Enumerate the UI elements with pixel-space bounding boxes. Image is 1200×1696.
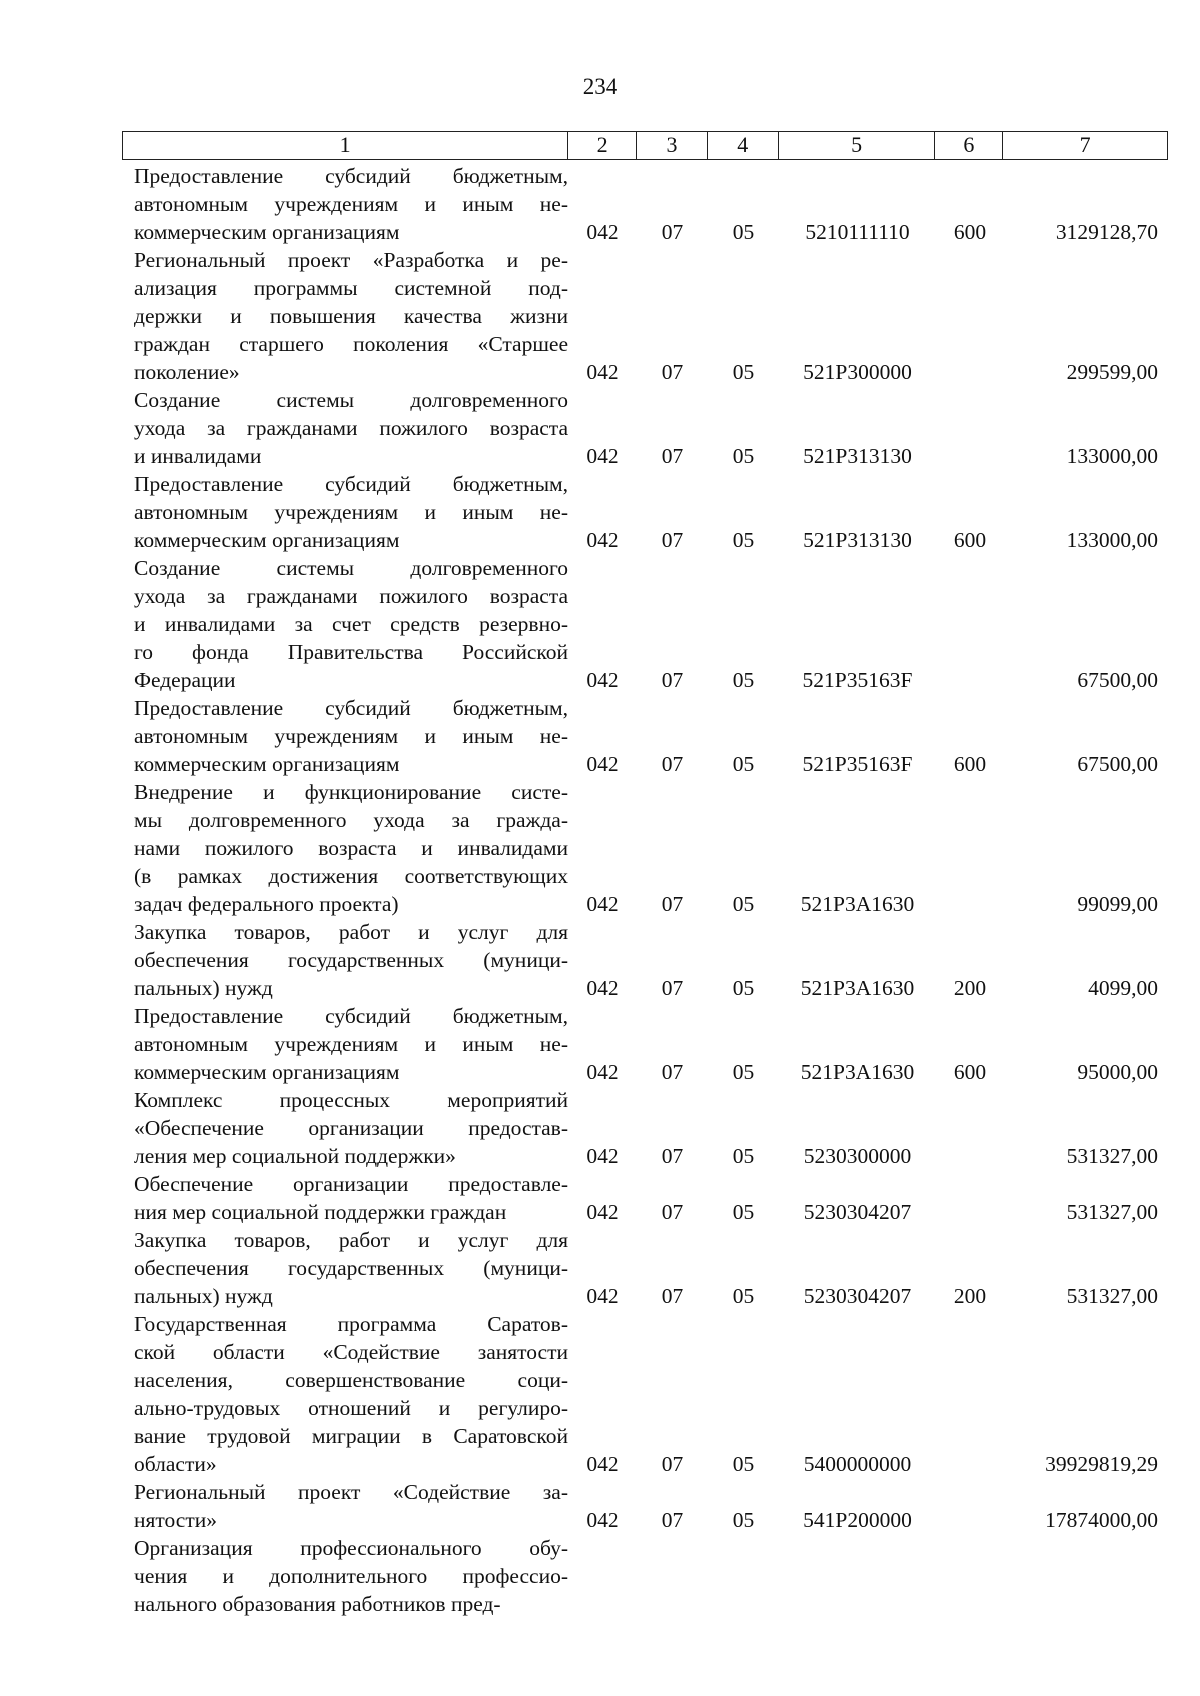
cell-section: 07	[661, 668, 684, 692]
cell-section: 07	[661, 1144, 684, 1168]
cell-ministry-code: 042	[586, 976, 619, 1000]
description-line: (в рамках достижения соответствующих	[134, 864, 568, 888]
description-line: Предоставление субсидий бюджетным,	[134, 696, 568, 720]
cell-target-article: 521P313130	[803, 528, 912, 552]
cell-ministry-code: 042	[586, 892, 619, 916]
header-col-1: 1	[123, 132, 568, 159]
description-line: Предоставление субсидий бюджетным,	[134, 164, 568, 188]
table-body	[122, 162, 1168, 1618]
row-description	[122, 386, 568, 470]
cell-amount: 133000,00	[1066, 444, 1158, 468]
cell-target-article: 5230300000	[803, 1144, 912, 1168]
cell-amount: 39929819,29	[1045, 1452, 1158, 1476]
cell-ministry-code: 042	[586, 444, 619, 468]
description-line: ления мер социальной поддержки»	[134, 1144, 456, 1168]
cell-section: 07	[661, 444, 684, 468]
cell-amount: 133000,00	[1066, 528, 1158, 552]
row-description	[122, 1534, 568, 1618]
table-row	[122, 162, 1168, 246]
description-line: нального образования работников пред-	[134, 1592, 501, 1616]
description-line: Региональный проект «Содействие за-	[134, 1480, 568, 1504]
header-col-3: 3	[637, 132, 708, 159]
cell-ministry-code: 042	[586, 1200, 619, 1224]
description-line: Комплекс процессных мероприятий	[134, 1088, 568, 1112]
header-col-5: 5	[779, 132, 936, 159]
row-description	[122, 1002, 568, 1086]
cell-amount: 4099,00	[1088, 976, 1158, 1000]
description-line: автономным учреждениям и иным не-	[134, 500, 568, 524]
header-col-7: 7	[1079, 132, 1091, 157]
row-description	[122, 1310, 568, 1478]
cell-amount: 67500,00	[1077, 668, 1158, 692]
description-line: коммерческим организациям	[134, 752, 400, 776]
description-line: Создание системы долговременного	[134, 556, 568, 580]
cell-amount: 531327,00	[1066, 1284, 1158, 1308]
cell-target-article: 521P35163F	[802, 752, 913, 776]
description-line: нами пожилого возраста и инвалидами	[134, 836, 568, 860]
row-description	[122, 554, 568, 694]
cell-subsection: 05	[732, 1200, 755, 1224]
cell-expense-type: 600	[953, 528, 987, 552]
table-row	[122, 918, 1168, 1002]
cell-section: 07	[661, 1200, 684, 1224]
description-line: «Обеспечение организации предостав-	[134, 1116, 568, 1140]
row-description	[122, 246, 568, 386]
row-description	[122, 1226, 568, 1310]
table-row	[122, 1478, 1168, 1534]
cell-section: 07	[661, 1508, 684, 1532]
cell-subsection: 05	[732, 976, 755, 1000]
cell-subsection: 05	[732, 1284, 755, 1308]
cell-amount: 299599,00	[1066, 360, 1158, 384]
header-col-2: 2	[568, 132, 637, 159]
table-header	[122, 131, 1168, 160]
description-line: коммерческим организациям	[134, 1060, 400, 1084]
description-line: населения, совершенствование соци-	[134, 1368, 568, 1392]
description-line: автономным учреждениям и иным не-	[134, 1032, 568, 1056]
cell-section: 07	[661, 892, 684, 916]
table-row	[122, 1534, 1168, 1618]
description-line: Организация профессионального обу-	[134, 1536, 568, 1560]
description-line: поколение»	[134, 360, 240, 384]
cell-subsection: 05	[732, 892, 755, 916]
cell-expense-type: 600	[953, 220, 987, 244]
description-line: чения и дополнительного профессио-	[134, 1564, 568, 1588]
table-row	[122, 386, 1168, 470]
description-line: автономным учреждениям и иным не-	[134, 724, 568, 748]
cell-target-article: 5400000000	[803, 1452, 912, 1476]
table-row	[122, 778, 1168, 918]
cell-amount: 67500,00	[1077, 752, 1158, 776]
description-line: Внедрение и функционирование систе-	[134, 780, 568, 804]
cell-amount: 3129128,70	[1055, 220, 1158, 244]
description-line: вание трудовой миграции в Саратовской	[134, 1424, 568, 1448]
cell-amount: 17874000,00	[1045, 1508, 1158, 1532]
cell-target-article: 5230304207	[803, 1200, 912, 1224]
description-line: держки и повышения качества жизни	[134, 304, 568, 328]
description-line: автономным учреждениям и иным не-	[134, 192, 568, 216]
cell-expense-type: 600	[953, 1060, 987, 1084]
row-description	[122, 470, 568, 554]
table-row	[122, 470, 1168, 554]
description-line: обеспечения государственных (муници-	[134, 1256, 568, 1280]
description-line: Закупка товаров, работ и услуг для	[134, 1228, 568, 1252]
description-line: го фонда Правительства Российской	[134, 640, 568, 664]
table-row	[122, 1170, 1168, 1226]
cell-ministry-code: 042	[586, 752, 619, 776]
description-line: Государственная программа Саратов-	[134, 1312, 568, 1336]
cell-subsection: 05	[732, 1060, 755, 1084]
row-description	[122, 162, 568, 246]
description-line: Предоставление субсидий бюджетным,	[134, 1004, 568, 1028]
description-line: ализация программы системной под-	[134, 276, 568, 300]
description-line: пальных) нужд	[134, 976, 273, 1000]
description-line: области»	[134, 1452, 217, 1476]
cell-expense-type: 200	[953, 976, 987, 1000]
cell-target-article: 521P3A1630	[800, 976, 915, 1000]
table-row	[122, 1002, 1168, 1086]
description-line: ухода за гражданами пожилого возраста	[134, 584, 568, 608]
cell-section: 07	[661, 752, 684, 776]
cell-section: 07	[661, 1284, 684, 1308]
cell-target-article: 5210111110	[805, 220, 910, 244]
description-line: нятости»	[134, 1508, 217, 1532]
cell-subsection: 05	[732, 220, 755, 244]
cell-target-article: 521P313130	[803, 444, 912, 468]
description-line: Федерации	[134, 668, 236, 692]
description-line: Обеспечение организации предоставле-	[134, 1172, 568, 1196]
row-description	[122, 1086, 568, 1170]
cell-ministry-code: 042	[586, 528, 619, 552]
cell-ministry-code: 042	[586, 220, 619, 244]
description-line: и инвалидами	[134, 444, 262, 468]
cell-expense-type: 200	[953, 1284, 987, 1308]
row-description	[122, 694, 568, 778]
table-row	[122, 1086, 1168, 1170]
description-line: ния мер социальной поддержки граждан	[134, 1200, 507, 1224]
description-line: задач федерального проекта)	[134, 892, 399, 916]
cell-amount: 95000,00	[1077, 1060, 1158, 1084]
table-row	[122, 1226, 1168, 1310]
description-line: коммерческим организациям	[134, 220, 400, 244]
cell-subsection: 05	[732, 1452, 755, 1476]
cell-section: 07	[661, 1452, 684, 1476]
cell-subsection: 05	[732, 1508, 755, 1532]
cell-target-article: 521P300000	[803, 360, 912, 384]
cell-section: 07	[661, 1060, 684, 1084]
description-line: обеспечения государственных (муници-	[134, 948, 568, 972]
cell-amount: 531327,00	[1066, 1200, 1158, 1224]
cell-subsection: 05	[732, 752, 755, 776]
cell-ministry-code: 042	[586, 668, 619, 692]
description-line: Региональный проект «Разработка и ре-	[134, 248, 568, 272]
description-line: коммерческим организациям	[134, 528, 400, 552]
cell-ministry-code: 042	[586, 1508, 619, 1532]
cell-section: 07	[661, 220, 684, 244]
cell-ministry-code: 042	[586, 1060, 619, 1084]
table-row	[122, 694, 1168, 778]
cell-amount: 99099,00	[1077, 892, 1158, 916]
cell-subsection: 05	[732, 668, 755, 692]
description-line: мы долговременного ухода за гражда-	[134, 808, 568, 832]
description-line: Закупка товаров, работ и услуг для	[134, 920, 568, 944]
row-description	[122, 1478, 568, 1534]
table-row	[122, 246, 1168, 386]
header-col-6: 6	[935, 132, 1003, 159]
cell-expense-type: 600	[953, 752, 987, 776]
cell-target-article: 5230304207	[803, 1284, 912, 1308]
header-col-4: 4	[708, 132, 779, 159]
cell-target-article: 521P3A1630	[800, 1060, 915, 1084]
cell-target-article: 541P200000	[803, 1508, 912, 1532]
page-number: 234	[582, 74, 618, 99]
cell-section: 07	[661, 528, 684, 552]
cell-ministry-code: 042	[586, 1452, 619, 1476]
row-description	[122, 1170, 568, 1226]
cell-subsection: 05	[732, 444, 755, 468]
row-description	[122, 778, 568, 918]
description-line: и инвалидами за счет средств резервно-	[134, 612, 568, 636]
cell-subsection: 05	[732, 528, 755, 552]
cell-section: 07	[661, 976, 684, 1000]
cell-amount: 531327,00	[1066, 1144, 1158, 1168]
table-row	[122, 1310, 1168, 1478]
cell-target-article: 521P35163F	[802, 668, 913, 692]
description-line: Предоставление субсидий бюджетным,	[134, 472, 568, 496]
description-line: ухода за гражданами пожилого возраста	[134, 416, 568, 440]
row-description	[122, 918, 568, 1002]
cell-ministry-code: 042	[586, 1144, 619, 1168]
description-line: пальных) нужд	[134, 1284, 273, 1308]
description-line: граждан старшего поколения «Старшее	[134, 332, 568, 356]
table-row	[122, 554, 1168, 694]
description-line: ской области «Содействие занятости	[134, 1340, 568, 1364]
cell-ministry-code: 042	[586, 1284, 619, 1308]
cell-section: 07	[661, 360, 684, 384]
cell-subsection: 05	[732, 1144, 755, 1168]
cell-ministry-code: 042	[586, 360, 619, 384]
description-line: ально-трудовых отношений и регулиро-	[134, 1396, 568, 1420]
cell-subsection: 05	[732, 360, 755, 384]
cell-target-article: 521P3A1630	[800, 892, 915, 916]
description-line: Создание системы долговременного	[134, 388, 568, 412]
